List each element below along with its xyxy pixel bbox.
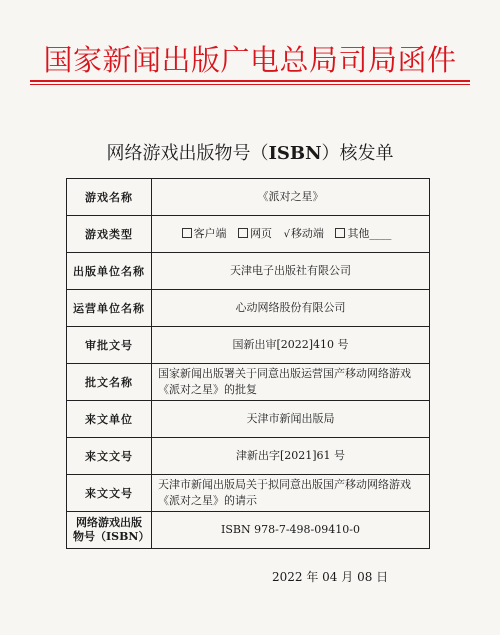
issue-date: 2022 年 04 月 08 日 xyxy=(272,570,389,584)
table-row xyxy=(67,179,430,216)
table-row xyxy=(67,512,430,549)
row-label: 网络游戏出版物号（ISBN） xyxy=(67,512,152,549)
row-label: 出版单位名称 xyxy=(67,253,152,290)
document-title xyxy=(0,139,500,165)
header-red-rule-thin xyxy=(30,84,470,85)
option-web: 网页 xyxy=(238,227,272,240)
option-client: 客户端 xyxy=(182,227,227,240)
isbn-value: ISBN 978-7-498-09410-0 xyxy=(152,512,430,549)
title-suffix: ）核发单 xyxy=(321,143,394,164)
checkmark-icon: √ xyxy=(283,228,290,240)
game-type-options xyxy=(152,216,430,253)
row-label: 游戏类型 xyxy=(67,216,152,253)
row-label: 来文单位 xyxy=(67,401,152,438)
row-label: 批文名称 xyxy=(67,364,152,401)
table-row xyxy=(67,438,430,475)
row-value: 国新出审[2022]410 号 xyxy=(152,327,430,364)
row-value: 天津市新闻出版局 xyxy=(152,401,430,438)
row-value: 《派对之星》 xyxy=(152,179,430,216)
table-row xyxy=(67,327,430,364)
table-row xyxy=(67,253,430,290)
row-value: 国家新闻出版署关于同意出版运营国产移动网络游戏《派对之星》的批复 xyxy=(152,364,430,401)
approval-form-table xyxy=(66,178,430,549)
row-label: 运营单位名称 xyxy=(67,290,152,327)
agency-header: 国家新闻出版广电总局司局函件 xyxy=(43,43,457,77)
table-row xyxy=(67,475,430,512)
title-prefix: 网络游戏出版物号（ xyxy=(106,143,269,164)
row-value: 天津市新闻出版局关于拟同意出版国产移动网络游戏《派对之星》的请示 xyxy=(152,475,430,512)
row-label: 审批文号 xyxy=(67,327,152,364)
checkbox-empty-icon xyxy=(182,228,192,238)
row-label: 来文文号 xyxy=(67,438,152,475)
table-row xyxy=(67,364,430,401)
table-row xyxy=(67,401,430,438)
row-value: 心动网络股份有限公司 xyxy=(152,290,430,327)
header-red-rule xyxy=(30,80,470,82)
checkbox-empty-icon xyxy=(335,228,345,238)
row-value: 天津电子出版社有限公司 xyxy=(152,253,430,290)
table-row xyxy=(67,216,430,253)
row-value: 津新出字[2021]61 号 xyxy=(152,438,430,475)
option-other: 其他____ xyxy=(335,227,391,240)
row-label: 来文文号 xyxy=(67,475,152,512)
table-row xyxy=(67,290,430,327)
row-label: 游戏名称 xyxy=(67,179,152,216)
option-mobile: √移动端 xyxy=(283,226,324,240)
checkbox-empty-icon xyxy=(238,228,248,238)
title-isbn: ISBN xyxy=(268,143,322,164)
